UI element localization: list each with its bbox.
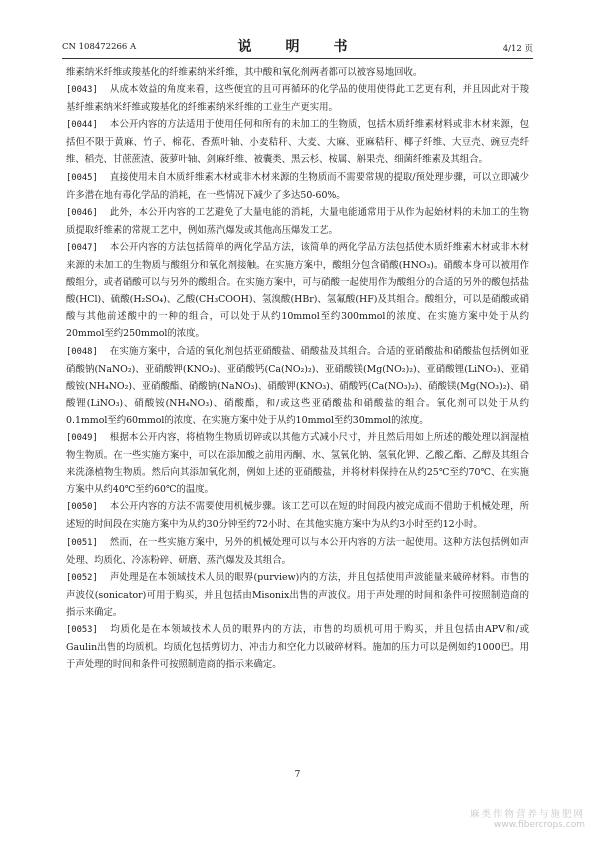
document-title: 说 明 书 (237, 39, 358, 55)
paragraph-text: 维素纳米纤维或羧基化的纤维素纳米纤维，其中酸和氧化剂两者都可以被容易地回收。 (66, 67, 423, 78)
paragraph-text: 本公开内容的方法包括简单的两化学品方法，该简单的两化学品方法包括使木质纤维素木材或非木材来源的未加工的生物质与酸组分和氧化剂接触。在实施方案中，酸组分包含硝酸(HNO₃)。硝酸本身可以被用作酸组分，或者硝酸可以与另外的酸组合。在实施方案中，可与硝酸一起使用作为酸组分的合适的另外的酸包括盐酸(HCl)、硫酸(H₂SO₄)、乙酸(CH₃COOH)、氢溴酸(HBr)、氢氟酸(HF)及其组合。酸组分，可以是硝酸或硝酸与其他前述酸中的一种的组合，可以处于从约10mmol至约300mmol的浓度、在实施方案中处于从约20mmol至约250mmol的浓度。 (66, 241, 529, 340)
paragraph (66, 343, 529, 429)
paragraph-number: [0046] (66, 207, 98, 218)
paragraph-number: [0044] (66, 120, 98, 131)
page-indicator: 4/12 页 (502, 44, 533, 54)
paragraph (66, 239, 529, 343)
paragraph (66, 81, 529, 116)
watermark (470, 806, 585, 830)
paragraph (66, 429, 529, 498)
paragraph-text: 从成本效益的角度来看，这些便宜的且可再循环的化学品的使用使得此工艺更有利，并且因此对于羧基纤维素纳米纤维或羧基化的纤维素纳米纤维的工业生产更实用。 (66, 84, 529, 114)
paragraph-text: 均质化是在本领域技术人员的眼界内的方法，市售的均质机可用于购买，并且包括由APV和/或Gaulin出售的均质机。均质化包括剪切力、冲击力和空化力以破碎材料。施加的压力可以是例如约1000巴。用于声处理的时间和条件可按照制造商的指示来确定。 (66, 624, 529, 671)
paragraph-text: 本公开内容的方法不需要使用机械步骤。该工艺可以在短的时间段内被完成而不借助于机械处理，所述短的时间段在实施方案中为从约30分钟至约72小时、在其他实施方案中为从约3小时至约12小时。 (66, 501, 529, 531)
paragraph-number: [0045] (66, 172, 98, 183)
paragraph (66, 621, 529, 673)
paragraph (66, 569, 529, 621)
patent-number: CN 108472266 A (62, 42, 137, 52)
paragraph-number: [0043] (66, 85, 98, 96)
paragraph-number: [0047] (66, 242, 98, 253)
page-header (62, 36, 533, 56)
page-number: 7 (294, 770, 301, 780)
paragraph-number: [0050] (66, 502, 98, 513)
paragraph-text: 声处理是在本领域技术人员的眼界(purview)内的方法，并且包括使用声波能量来破碎材料。市售的声波仪(sonicator)可用于购买，并且包括由Misonix出售的声波仪。用于声处理的时间和条件可按照制造商的指示来确定。 (66, 571, 529, 618)
paragraph-text: 在实施方案中，合适的氧化剂包括亚硝酸盐、硝酸盐及其组合。合适的亚硝酸盐和硝酸盐包括例如亚硝酸钠(NaNO₂)、亚硝酸钾(KNO₂)、亚硝酸钙(Ca(NO₂)₂)、亚硝酸镁(Mg(NO₂)₂)、亚硝酸锂(LiNO₂)、亚硝酸铵(NH₄NO₂)、亚硝酸酯、硝酸钠(NaNO₃)、硝酸钾(KNO₃)、硝酸钙(Ca(NO₃)₂)、硝酸镁(Mg(NO₃)₂)、硝酸锂(LiNO₃)、硝酸铵(NH₄NO₃)、硝酸酯，和/或这些亚硝酸盐和硝酸盐的组合。氧化剂可以处于从约0.1mmol至约60mmol的浓度、在实施方案中处于从约10mmol至约30mmol的浓度。 (66, 345, 529, 426)
paragraph-number: [0052] (66, 572, 98, 583)
paragraph-text: 然而，在一些实施方案中，另外的机械处理可以与本公开内容的方法一起使用。这种方法包括例如声处理、均质化、冷冻粉碎、研磨、蒸汽爆发及其组合。 (66, 536, 529, 566)
paragraph (66, 116, 529, 168)
watermark-url: www.fibercrops.com (494, 820, 585, 830)
watermark-site-name: 麻类作物营养与施肥网 (469, 809, 585, 820)
paragraph (66, 64, 529, 81)
paragraph (66, 498, 529, 533)
paragraph-number: [0053] (66, 625, 98, 635)
paragraph-text: 此外，本公开内容的工艺避免了大量电能的消耗，大量电能通常用于从作为起始材料的未加工的生物质提取纤维素的常规工艺中，例如蒸汽爆发或其他高压爆发工艺。 (66, 206, 529, 236)
paragraph-text: 根据本公开内容，将植物生物质切碎或以其他方式减小尺寸，并且然后用如上所述的酸处理以润湿植物生物质。在一些实施方案中，可以在添加酸之前用丙酮、水、氢氧化钠、氢氧化钾、乙酸乙酯、乙醇及其组合来洗涤植物生物质。然后向其添加氧化剂，例如上述的亚硝酸盐，并将材料保持在从约25℃至约70℃、在实施方案中从约40℃至约60℃的温度。 (66, 431, 529, 496)
paragraph-number: [0049] (66, 432, 98, 443)
document-body (66, 64, 529, 673)
paragraph-number: [0051] (66, 537, 98, 548)
paragraph (66, 534, 529, 569)
paragraph-number: [0048] (66, 346, 98, 357)
paragraph (66, 169, 529, 204)
paragraph-text: 本公开内容的方法适用于使用任何和所有的未加工的生物质，包括木质纤维素材料或非木材来源，包括但不限于黄麻、竹子、棉花、香蕉叶轴、小麦秸秆、大麦、大麻、亚麻秸秆、椰子纤维、大豆壳、豌豆壳纤维、稻壳、甘蔗蔗渣、菠萝叶轴、剑麻纤维、被囊类、黑云杉、桉属、斛果壳、细菌纤维素及其组合。 (66, 119, 529, 166)
header-rule (62, 58, 533, 59)
paragraph-text: 直接使用未自木质纤维素木材或非木材来源的生物质而不需要常规的提取/预处理步骤，可以立即减少许多潜在地有毒化学品的消耗，在一些情况下减少了多达50-60%。 (66, 171, 529, 201)
paragraph (66, 204, 529, 239)
